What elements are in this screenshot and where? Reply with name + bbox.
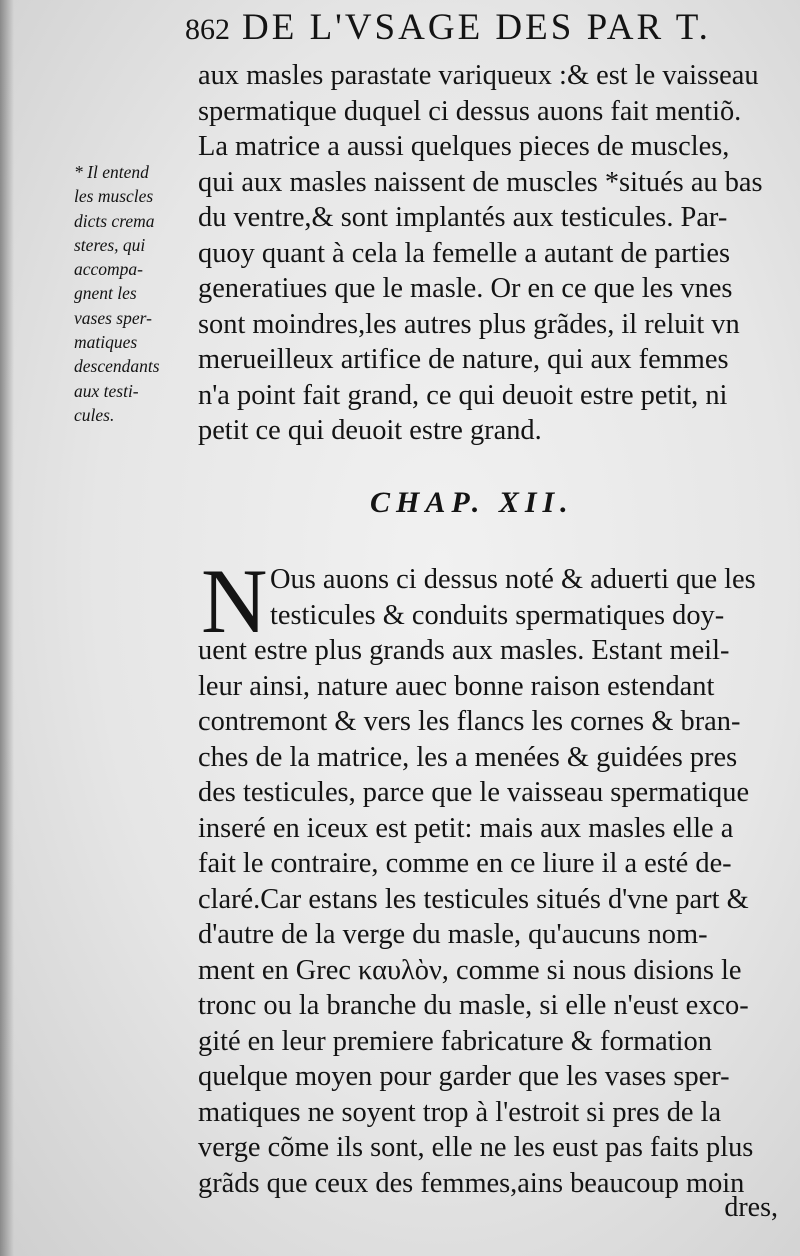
text-line: d'autre de la verge du masle, qu'aucuns nom- — [198, 919, 708, 950]
text-line: claré.Car estans les testicules situés d'vne part & — [198, 883, 749, 915]
text-line: spermatique duquel ci dessus auons fait mentiõ. — [198, 95, 742, 127]
text-line: La matrice a aussi quelques pieces de muscles, — [198, 131, 730, 162]
text-line: quelque moyen pour garder que les vases sper- — [198, 1061, 730, 1092]
text-line: ment en Grec καυλὸν, comme si nous disions le — [198, 954, 742, 986]
running-title: DE L'VSAGE DES PAR T. — [242, 7, 711, 48]
margin-note-line: les muscles — [74, 186, 154, 207]
margin-note-line: steres, qui — [74, 234, 146, 255]
margin-note-line: matiques — [74, 332, 138, 353]
text-line: des testicules, parce que le vaisseau spermatique — [198, 777, 750, 808]
text-line: quoy quant à cela la femelle a autant de parties — [198, 237, 731, 269]
text-line: fait le contraire, comme en ce liure il a esté de- — [198, 848, 732, 879]
text-line: aux masles parastate variqueux :& est le vaisseau — [198, 60, 759, 91]
text-line: contremont & vers les flancs les cornes & bran- — [198, 706, 741, 737]
text-line: Ous auons ci dessus noté & aduerti que les — [270, 564, 756, 595]
page-number: 862 — [185, 13, 230, 46]
text-line: leur ainsi, nature auec bonne raison estendant — [198, 670, 715, 702]
text-line: ches de la matrice, les a menées & guidées pres — [198, 741, 738, 773]
text-line: tronc ou la branche du masle, si elle n'eust exco- — [198, 990, 749, 1021]
margin-note-line: gnent les — [74, 283, 137, 304]
marginal-note — [74, 160, 198, 427]
text-line: n'a point fait grand, ce qui deuoit estre petit, ni — [198, 379, 728, 411]
margin-note-line: cules. — [74, 404, 115, 425]
margin-note-line: vases sper- — [74, 307, 152, 328]
text-line: matiques ne soyent trop à l'estroit si pres de la — [198, 1096, 722, 1128]
text-line: inseré en iceux est petit: mais aux masles elle a — [198, 812, 734, 844]
text-line: du ventre,& sont implantés aux testicules. Par- — [198, 202, 728, 233]
chapter-heading: CHAP. XII. — [370, 486, 574, 519]
margin-note-line: descendants — [74, 356, 160, 377]
last-line-dres: dres, — [724, 1192, 778, 1223]
text-line: testicules & conduits spermatiques doy- — [270, 599, 725, 631]
text-line: uent estre plus grands aux masles. Estant meil- — [198, 635, 730, 666]
text-line: verge cõme ils sont, elle ne les eust pas faits plus — [198, 1132, 754, 1163]
body-paragraph-1 — [198, 58, 788, 449]
text-line: petit ce qui deuoit estre grand. — [198, 415, 542, 446]
drop-cap-letter: N — [201, 550, 268, 652]
text-line: merueilleux artifice de nature, qui aux femmes — [198, 344, 729, 375]
text-line: grãds que ceux des femmes,ains beaucoup moin — [198, 1167, 745, 1199]
text-line: sont moindres,les autres plus grãdes, il reluit vn — [198, 308, 740, 340]
margin-note-line: dicts crema — [74, 210, 155, 231]
text-line: gité en leur premiere fabricature & formation — [198, 1025, 712, 1057]
margin-note-line: * Il entend — [74, 162, 149, 182]
body-paragraph-2 — [198, 562, 788, 1201]
text-line: qui aux masles naissent de muscles *situés au bas — [198, 166, 763, 198]
margin-note-line: aux testi- — [74, 380, 139, 401]
running-header — [185, 6, 785, 49]
text-line: generatiues que le masle. Or en ce que les vnes — [198, 273, 733, 304]
margin-note-line: accompa- — [74, 259, 144, 280]
page-gutter-shadow — [0, 0, 14, 1256]
